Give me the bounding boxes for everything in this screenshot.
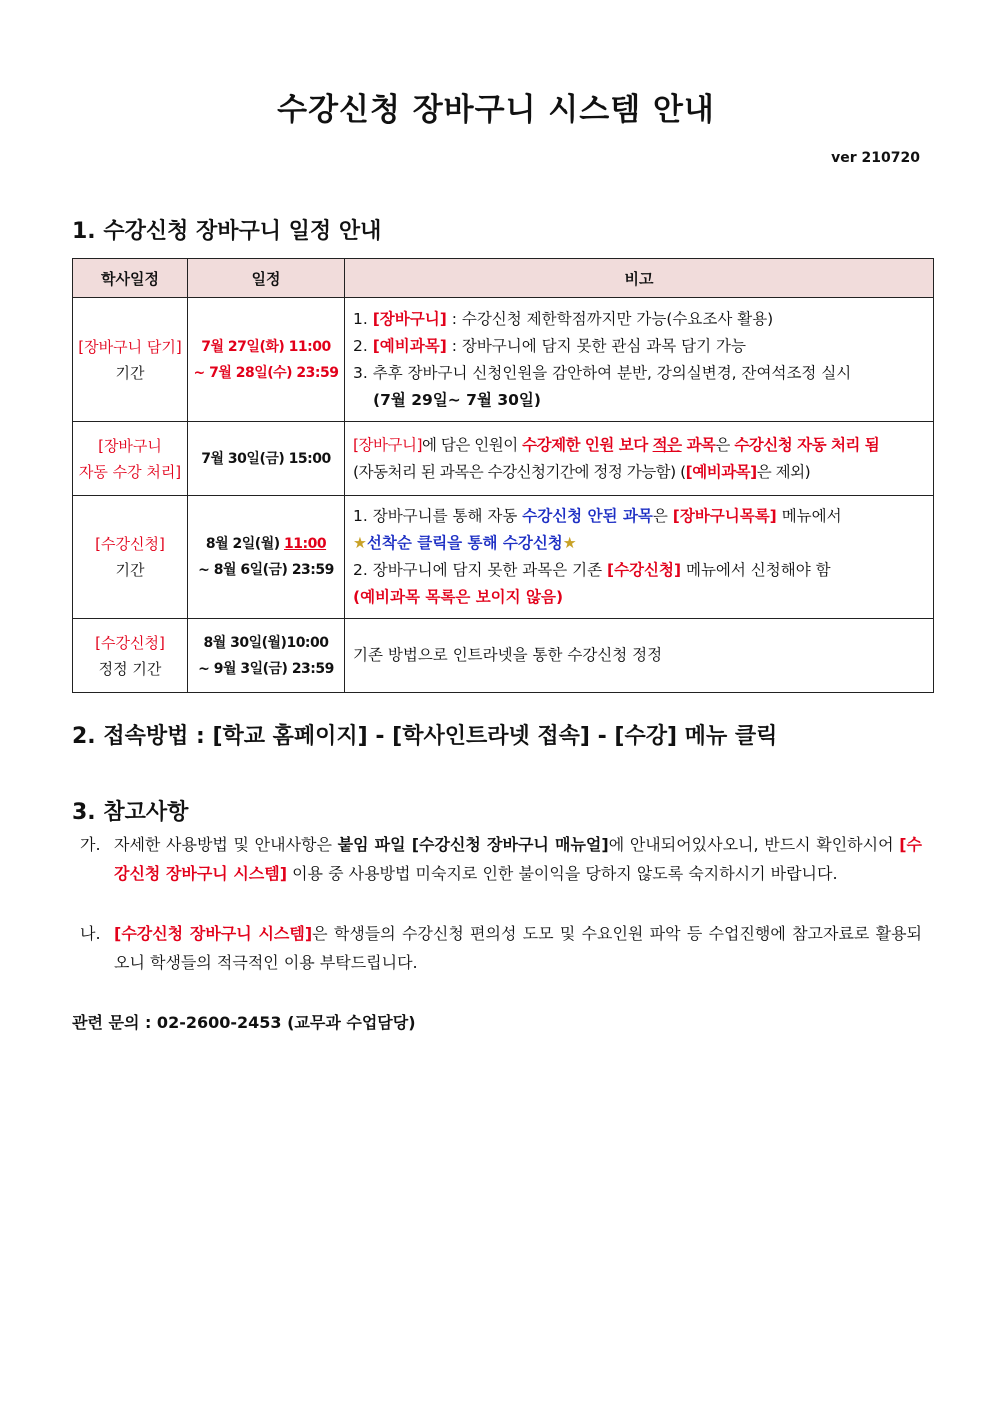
header-remarks: 비고	[345, 259, 934, 298]
page-title: 수강신청 장바구니 시스템 안내	[277, 92, 715, 128]
star-icon: ★	[562, 534, 577, 552]
star-icon: ★	[353, 534, 367, 552]
row1-note: 1. [장바구니] : 수강신청 제한학점까지만 가능(수요조사 활용) 2. [예비과목] : 장바구니에 담지 못한 관심 과목 담기 가능 3. 추후 장바구니 신청인원을 감안하여 분반, 강의실변경, 잔여석조정 실시 (7월 29일~ 7월 30일)	[345, 298, 934, 422]
header-academic-schedule: 학사일정	[73, 259, 188, 298]
table-row	[73, 298, 934, 422]
row4-note: 기존 방법으로 인트라넷을 통한 수강신청 정정	[345, 619, 934, 693]
header-date: 일정	[188, 259, 345, 298]
section3-heading: 3. 참고사항	[72, 800, 189, 825]
row4-name: [수강신청] 정정 기간	[73, 619, 188, 693]
row3-name: [수강신청] 기간	[73, 496, 188, 619]
row2-date: 7월 30일(금) 15:00	[188, 422, 345, 496]
note-na: 나. [수강신청 장바구니 시스템]은 학생들의 수강신청 편의성 도모 및 수요인원 파악 등 수업진행에 참고자료로 활용되오니 학생들의 적극적인 이용 부탁드립니다.	[80, 924, 922, 972]
row1-name: [장바구니 담기] 기간	[73, 298, 188, 422]
table-row	[73, 619, 934, 693]
row2-name: [장바구니 자동 수강 처리]	[73, 422, 188, 496]
table-row	[73, 496, 934, 619]
contact-info: 관련 문의 : 02-2600-2453 (교무과 수업담당)	[72, 1013, 416, 1032]
row4-date: 8월 30일(월)10:00 ~ 9월 3일(금) 23:59	[188, 619, 345, 693]
table-row	[73, 422, 934, 496]
schedule-table	[72, 258, 934, 693]
version-label: ver 210720	[831, 150, 920, 166]
section1-heading: 1. 수강신청 장바구니 일정 안내	[72, 219, 382, 244]
row3-note: 1. 장바구니를 통해 자동 수강신청 안된 과목은 [장바구니목록] 메뉴에서 ★선착순 클릭을 통해 수강신청★ 2. 장바구니에 담지 못한 과목은 기존 [수강신청] 메뉴에서 신청해야 함 (예비과목 목록은 보이지 않음)	[345, 496, 934, 619]
section2-heading: 2. 접속방법 : [학교 홈페이지] - [학사인트라넷 접속] - [수강] 메뉴 클릭	[72, 724, 778, 749]
row3-date: 8월 2일(월) 11:00 ~ 8월 6일(금) 23:59	[188, 496, 345, 619]
note-ga: 가. 자세한 사용방법 및 안내사항은 붙임 파일 [수강신청 장바구니 매뉴얼]에 안내되어있사오니, 반드시 확인하시어 [수강신청 장바구니 시스템] 이용 중 사용방법 미숙지로 인한 불이익을 당하지 않도록 숙지하시기 바랍니다.	[80, 835, 922, 883]
table-header-row	[73, 259, 934, 298]
row2-note: [장바구니]에 담은 인원이 수강제한 인원 보다 적은 과목은 수강신청 자동 처리 됨 (자동처리 된 과목은 수강신청기간에 정정 가능함) ([예비과목]은 제외)	[345, 422, 934, 496]
row1-date: 7월 27일(화) 11:00 ~ 7월 28일(수) 23:59	[188, 298, 345, 422]
